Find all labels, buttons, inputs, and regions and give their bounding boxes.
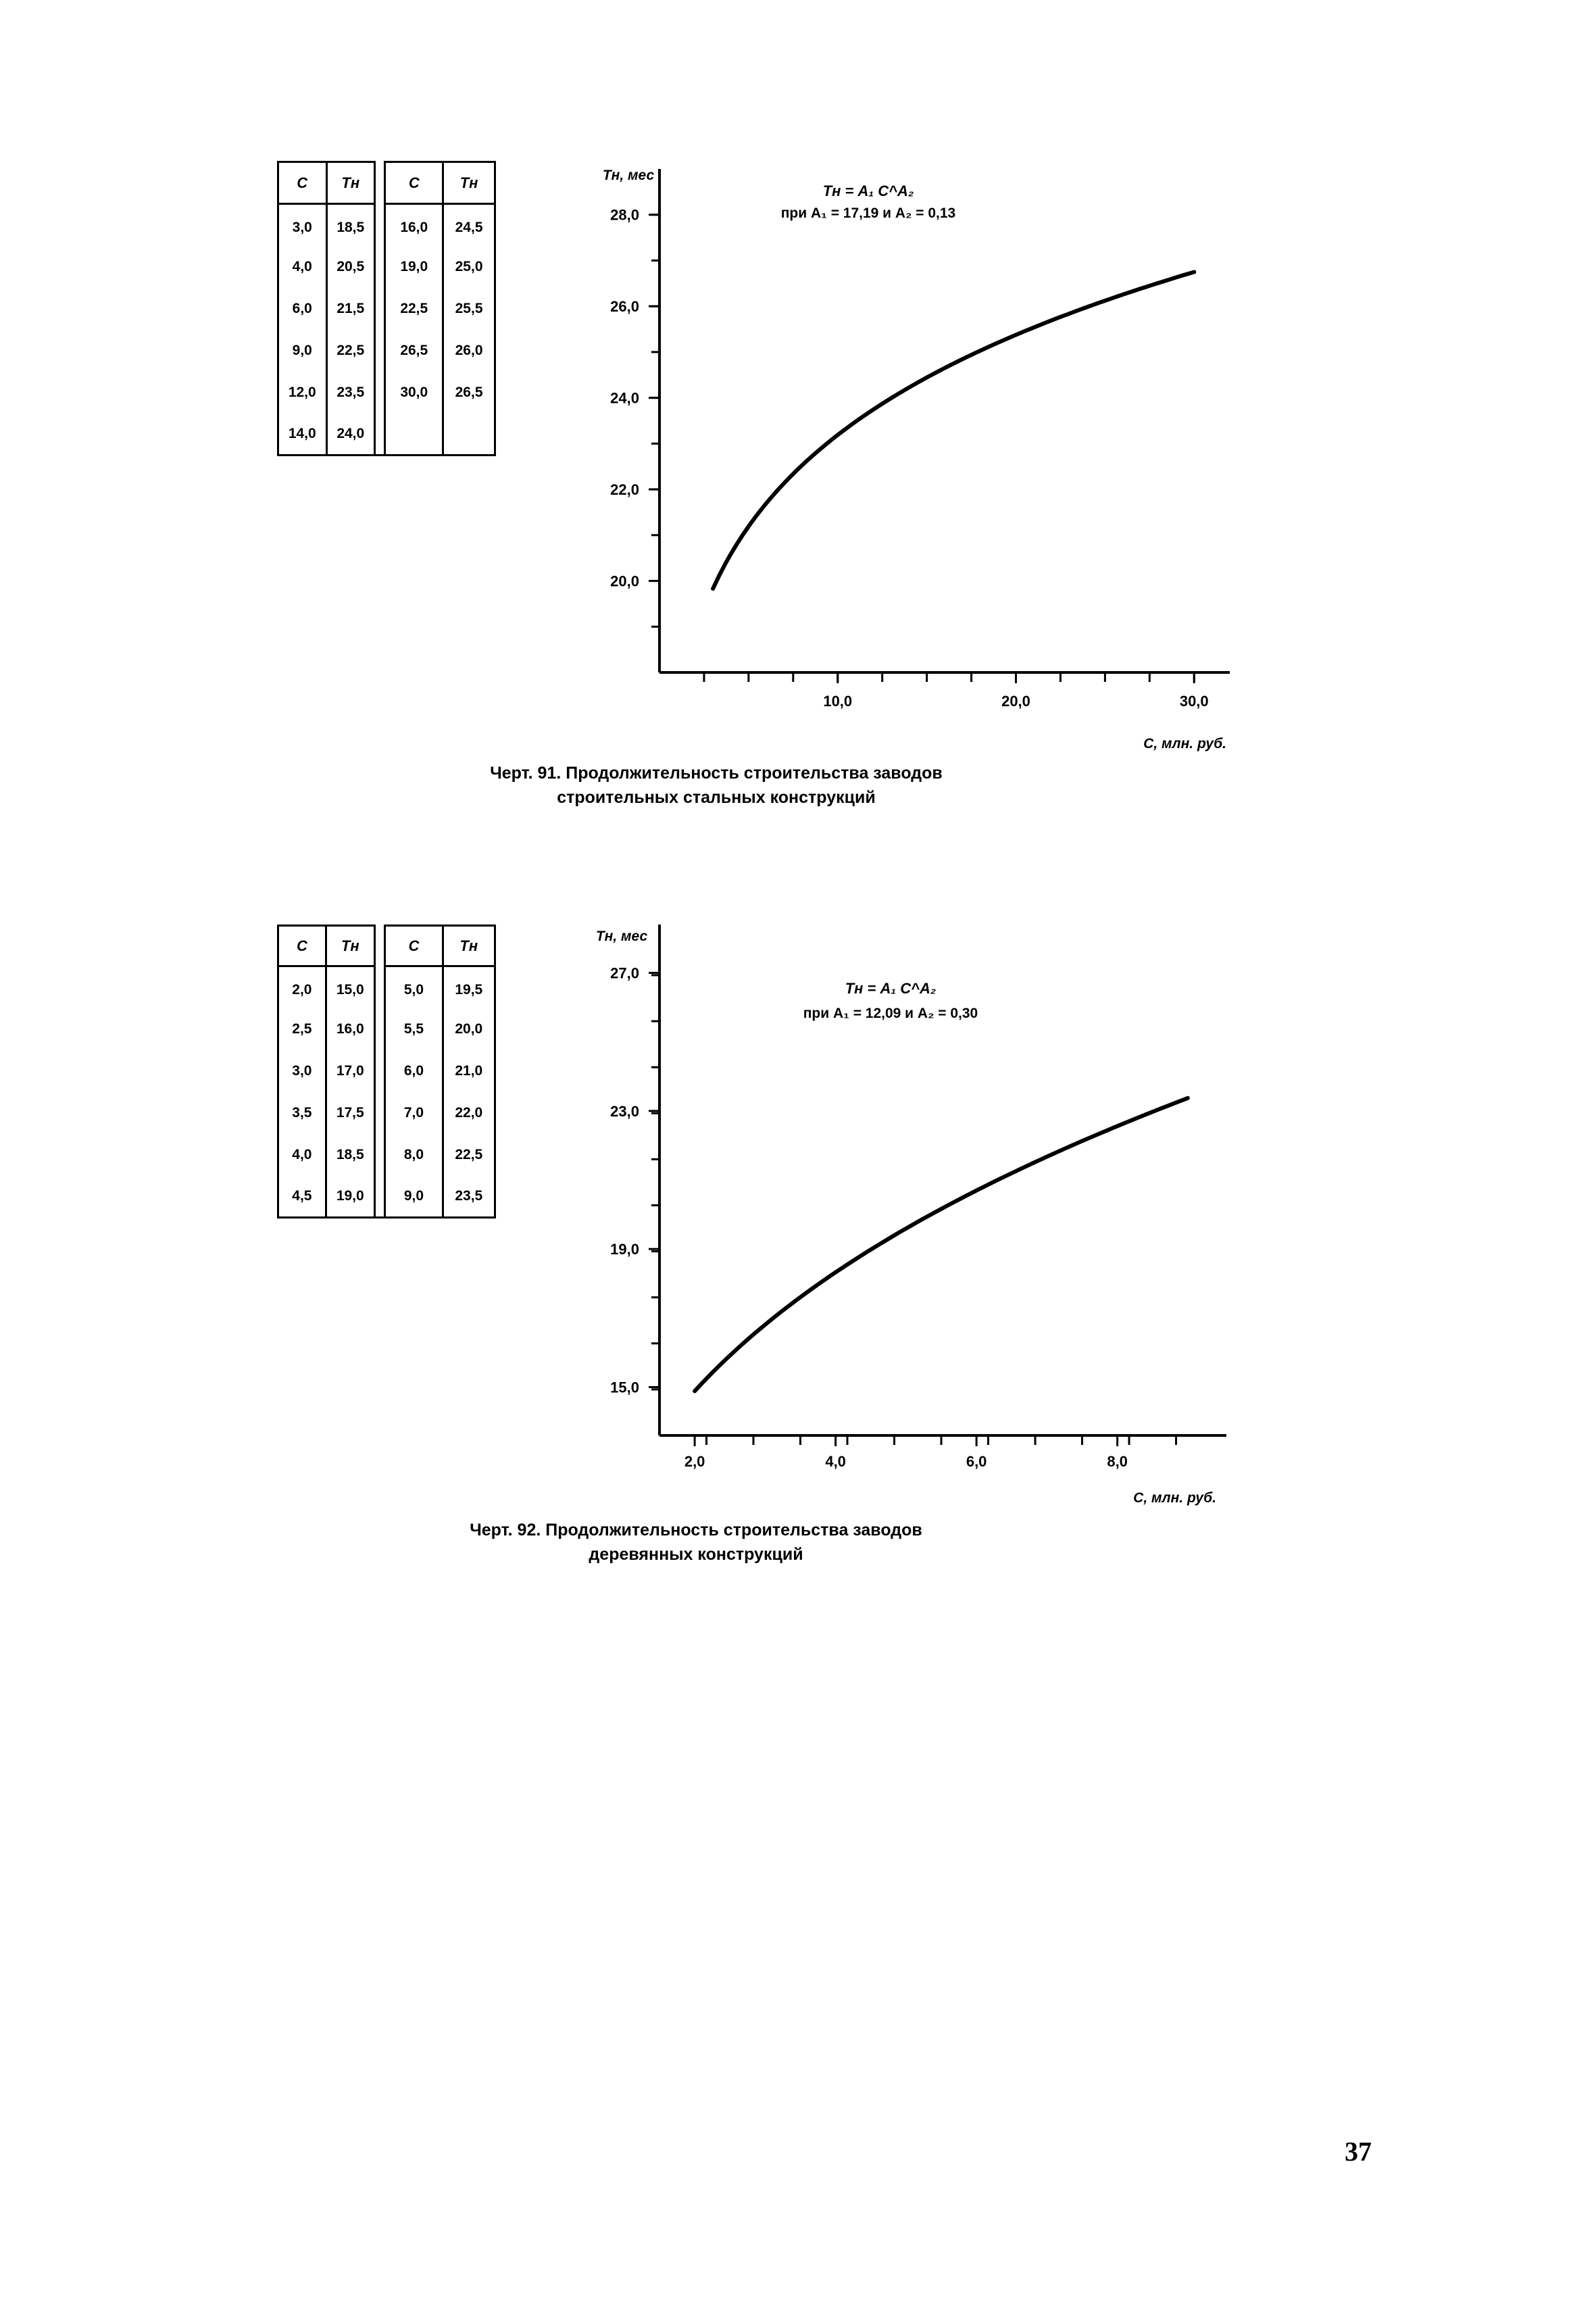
y-tick-label: 22,0 — [610, 481, 639, 499]
col-header-tn: Тн — [443, 926, 495, 966]
cell-duration: 23,5 — [326, 372, 375, 414]
cell-cost: 22,5 — [385, 288, 443, 330]
cell-cost: 30,0 — [385, 372, 443, 414]
cell-duration: 26,5 — [443, 372, 495, 414]
cell-cost: 12,0 — [278, 372, 327, 414]
y-tick-label: 23,0 — [610, 1102, 639, 1120]
y-tick-label: 19,0 — [610, 1241, 639, 1258]
y-tick-label: 20,0 — [610, 572, 639, 590]
caption-line-1: Черт. 91. Продолжительность строительства заводов — [490, 764, 943, 783]
cell-cost: 3,0 — [278, 1050, 326, 1092]
cell-cost: 8,0 — [385, 1134, 443, 1176]
formula-label: Тн = A₁ C^A₂ — [822, 182, 914, 199]
cell-cost: 26,5 — [385, 330, 443, 372]
y-tick-label: 26,0 — [610, 298, 639, 316]
x-tick-label: 6,0 — [966, 1453, 987, 1470]
cell-duration: 16,0 — [326, 1008, 374, 1050]
y-axis-label: Тн, мес — [602, 168, 655, 183]
cell-duration: 20,0 — [443, 1008, 495, 1050]
col-header-tn: Тн — [326, 162, 375, 204]
cell-duration: 22,5 — [443, 1134, 495, 1176]
y-tick-label: 24,0 — [610, 389, 639, 407]
x-tick-label: 10,0 — [823, 693, 853, 710]
x-tick-label: 2,0 — [684, 1453, 705, 1470]
cell-duration: 19,0 — [326, 1176, 374, 1218]
figure-91-chart — [0, 0, 1596, 879]
cell-cost: 3,5 — [278, 1092, 326, 1134]
cell-cost: 19,0 — [385, 246, 443, 288]
x-tick-label: 20,0 — [1001, 693, 1030, 710]
figure-92-caption — [358, 1518, 1034, 1567]
y-tick-label: 15,0 — [610, 1379, 639, 1396]
duration-curve — [695, 1098, 1188, 1392]
cell-duration: 17,5 — [326, 1092, 374, 1134]
cell-cost: 4,0 — [278, 1134, 326, 1176]
cell-duration: 23,5 — [443, 1176, 495, 1218]
cell-duration: 21,5 — [326, 288, 375, 330]
cell-duration: 24,5 — [443, 204, 495, 246]
formula-parameters: при A₁ = 12,09 и A₂ = 0,30 — [803, 1006, 978, 1021]
cell-duration: 21,0 — [443, 1050, 495, 1092]
cell-cost: 4,5 — [278, 1176, 326, 1218]
cell-cost: 2,5 — [278, 1008, 326, 1050]
cell-cost: 6,0 — [278, 288, 327, 330]
cell-cost: 5,0 — [385, 966, 443, 1008]
cell-duration: 20,5 — [326, 246, 375, 288]
cell-cost: 16,0 — [385, 204, 443, 246]
col-header-c: C — [278, 162, 327, 204]
cell-cost: 3,0 — [278, 204, 327, 246]
page-number: 37 — [1345, 2136, 1372, 2167]
formula-parameters: при A₁ = 17,19 и A₂ = 0,13 — [780, 205, 956, 221]
cell-cost: 14,0 — [278, 414, 327, 456]
col-header-c: C — [278, 926, 326, 966]
cell-duration: 25,0 — [443, 246, 495, 288]
cell-duration: 24,0 — [326, 414, 375, 456]
cell-duration: 18,5 — [326, 1134, 374, 1176]
duration-curve — [713, 272, 1194, 589]
col-header-tn: Тн — [443, 162, 495, 204]
cell-cost: 6,0 — [385, 1050, 443, 1092]
y-axis-label: Тн, мес — [595, 929, 648, 944]
y-tick-label: 28,0 — [610, 206, 639, 224]
formula-label: Тн = A₁ C^A₂ — [845, 980, 937, 997]
cell-cost: 4,0 — [278, 246, 327, 288]
x-axis-label: С, млн. руб. — [1133, 1490, 1216, 1506]
cell-duration: 15,0 — [326, 966, 374, 1008]
cell-duration: 18,5 — [326, 204, 375, 246]
cell-cost: 5,5 — [385, 1008, 443, 1050]
col-header-c: C — [385, 162, 443, 204]
cell-duration: 22,0 — [443, 1092, 495, 1134]
figure-91-caption — [378, 761, 1054, 810]
cell-duration: 17,0 — [326, 1050, 374, 1092]
x-axis-label: С, млн. руб. — [1143, 736, 1226, 752]
cell-cost: 2,0 — [278, 966, 326, 1008]
x-tick-label: 8,0 — [1107, 1453, 1128, 1470]
cell-duration: 19,5 — [443, 966, 495, 1008]
x-tick-label: 4,0 — [825, 1453, 846, 1470]
col-header-c: C — [385, 926, 443, 966]
cell-cost: 9,0 — [385, 1176, 443, 1218]
caption-line-2: деревянных конструкций — [589, 1545, 803, 1564]
col-header-tn: Тн — [326, 926, 374, 966]
cell-duration: 26,0 — [443, 330, 495, 372]
caption-line-2: строительных стальных конструкций — [557, 788, 876, 807]
y-tick-label: 27,0 — [610, 964, 639, 982]
cell-duration: 25,5 — [443, 288, 495, 330]
cell-cost: 7,0 — [385, 1092, 443, 1134]
figure-92-chart — [0, 879, 1596, 1554]
x-tick-label: 30,0 — [1179, 693, 1209, 710]
cell-duration: 22,5 — [326, 330, 375, 372]
caption-line-1: Черт. 92. Продолжительность строительства заводов — [470, 1521, 922, 1540]
cell-cost: 9,0 — [278, 330, 327, 372]
